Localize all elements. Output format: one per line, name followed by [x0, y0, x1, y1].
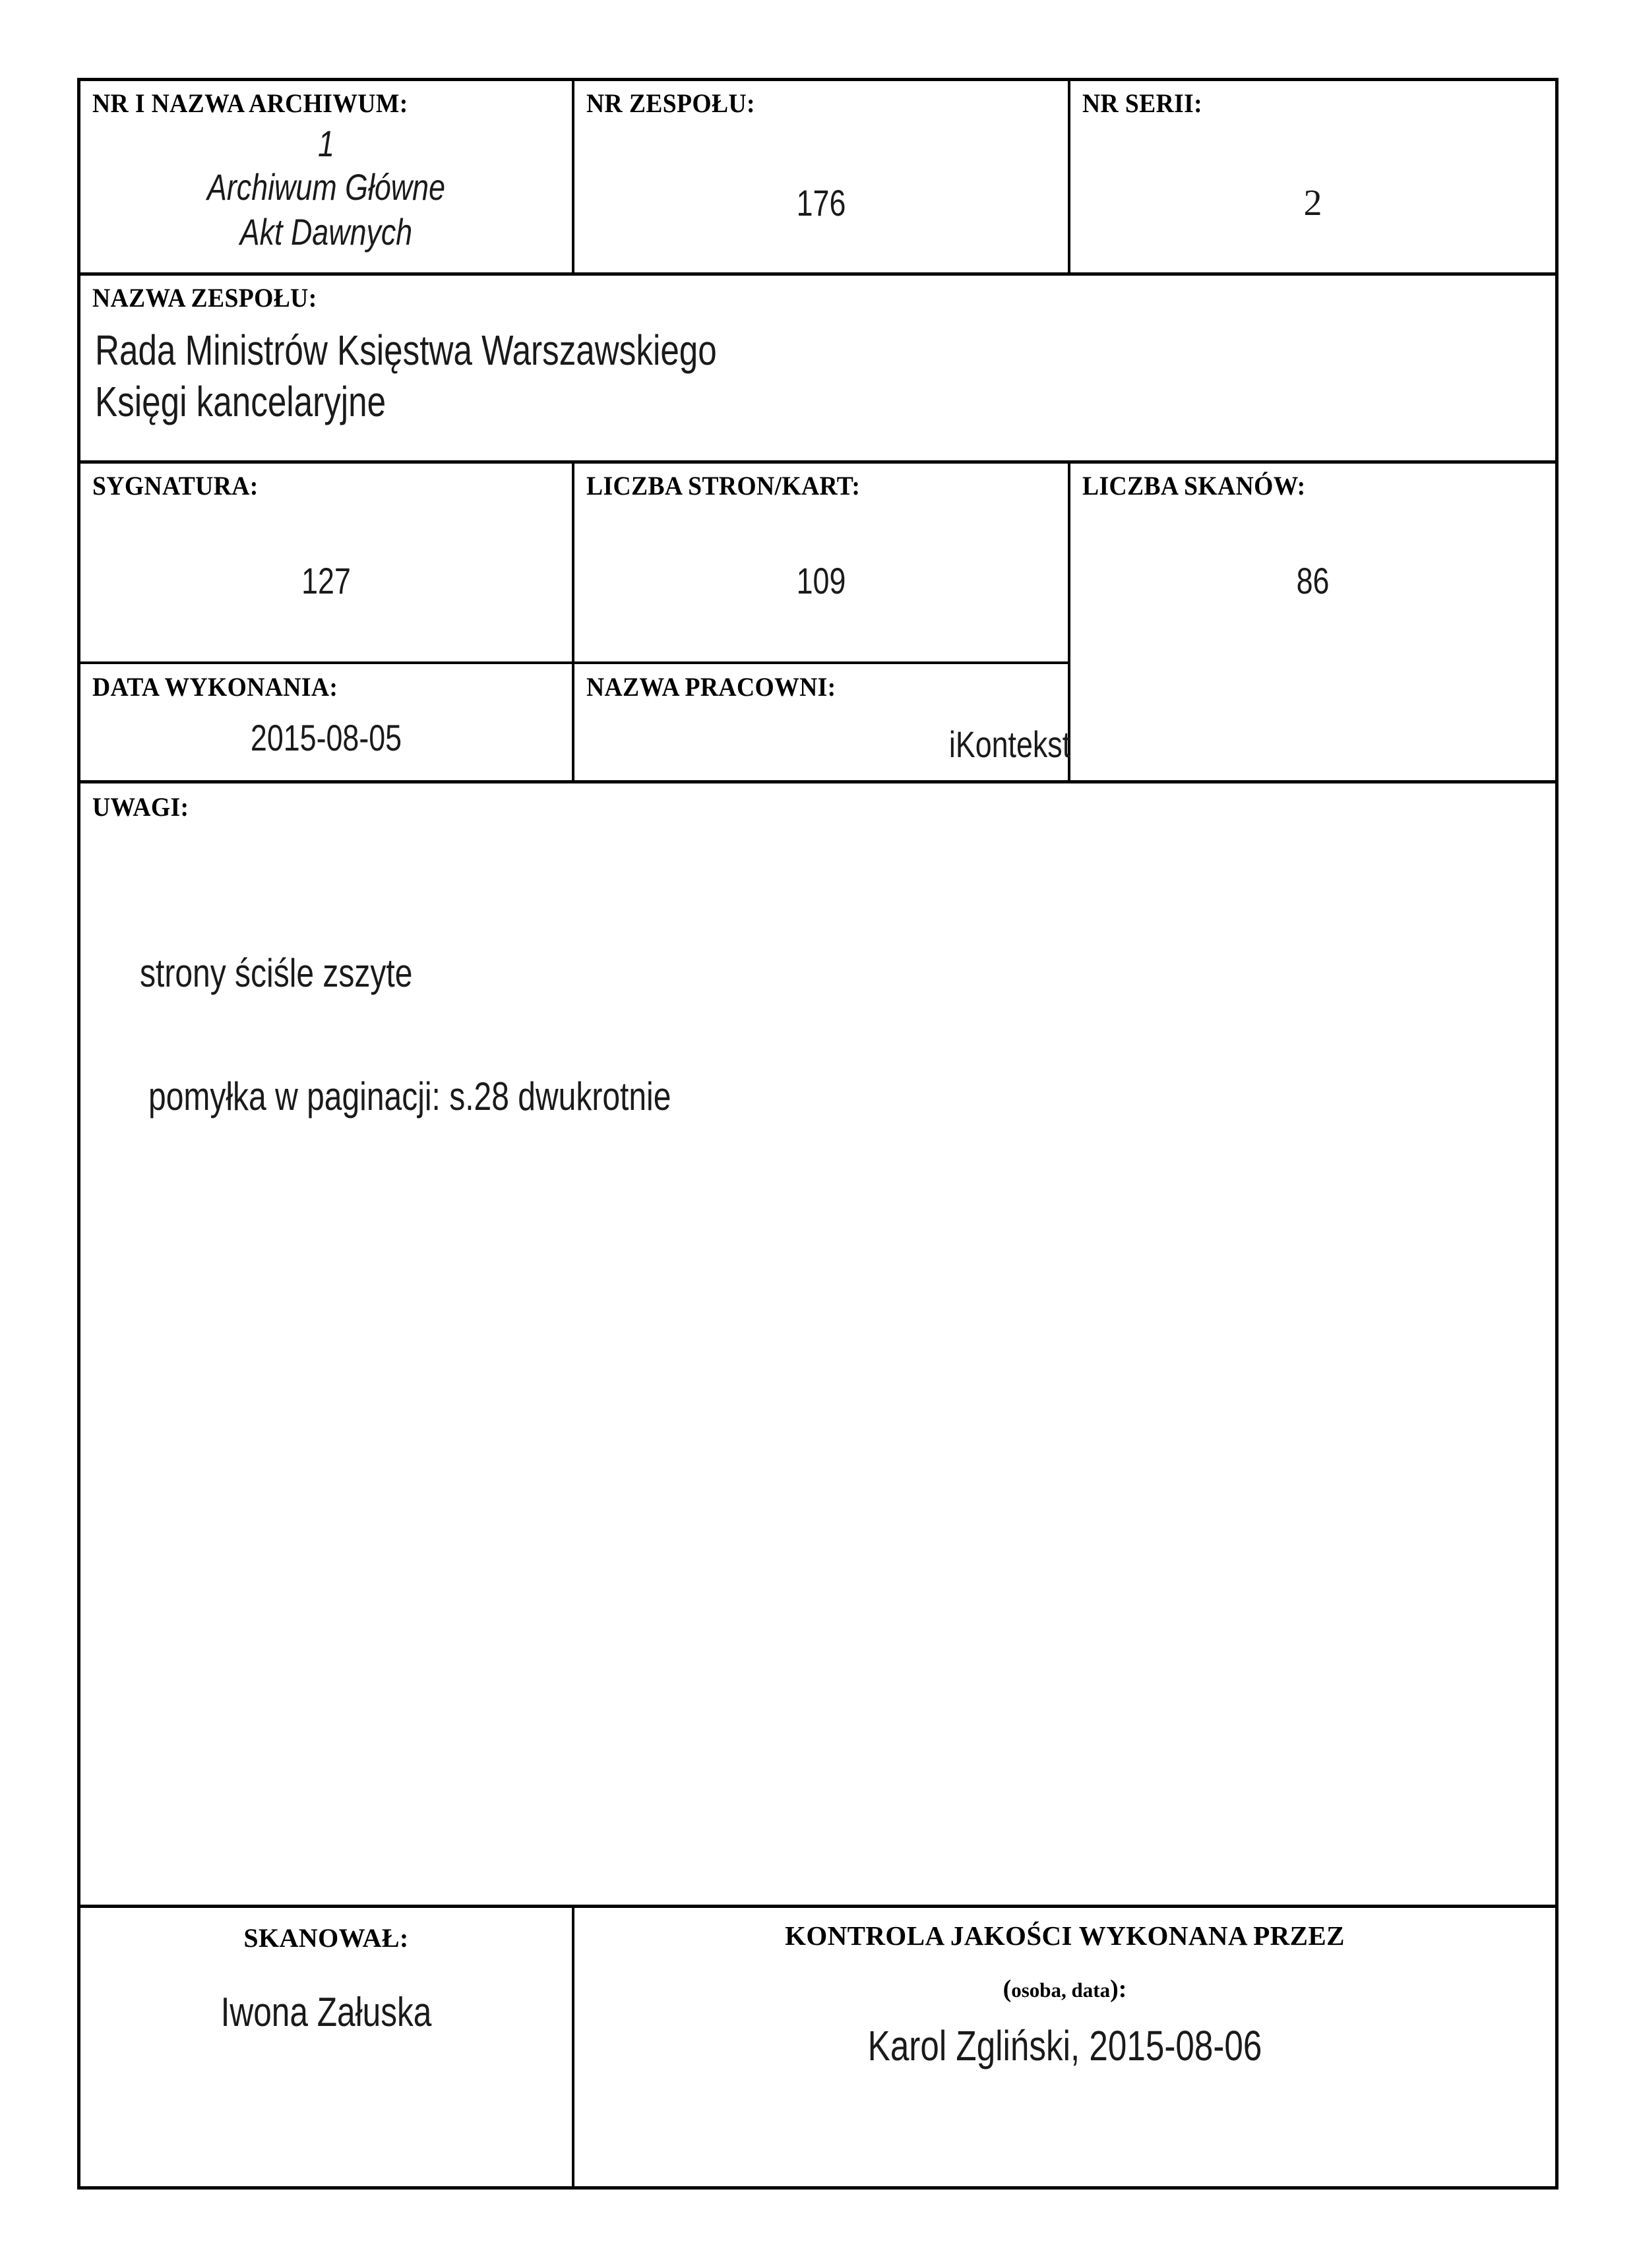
fonds-number-label: NR ZESPOŁU: — [586, 88, 755, 118]
pages-count-value: 109 — [796, 560, 846, 601]
scans-count-value: 86 — [1296, 560, 1330, 601]
series-number-label: NR SERII: — [1082, 88, 1203, 118]
cell-archive — [80, 81, 572, 272]
fonds-number-value: 176 — [796, 182, 846, 224]
archive-label: NR I NAZWA ARCHIWUM: — [92, 88, 408, 118]
scans-count-label: LICZBA SKANÓW: — [1082, 471, 1306, 501]
scanned-by-label: SKANOWAŁ: — [243, 1923, 409, 1953]
signature-label: SYGNATURA: — [92, 471, 259, 501]
archive-name-line1: Archiwum Główne — [206, 166, 445, 208]
remarks-note-2: pomyłka w paginacji: s.28 dwukrotnie — [148, 1074, 671, 1119]
archive-name-line2: Akt Dawnych — [239, 211, 413, 253]
fonds-name-label: NAZWA ZESPOŁU: — [92, 283, 317, 313]
cell-series-number — [1070, 81, 1555, 272]
cell-scanned-by — [80, 1908, 572, 2186]
cell-fonds-name — [80, 276, 1555, 460]
studio-value: iKontekst — [948, 723, 1071, 765]
remarks-label: UWAGI: — [92, 792, 189, 822]
cell-remarks — [80, 783, 1555, 1707]
fonds-name-line1: Rada Ministrów Księstwa Warszawskiego — [95, 326, 717, 374]
cell-signature — [80, 464, 572, 661]
pages-count-label: LICZBA STRON/KART: — [586, 471, 861, 501]
remarks-note-1: strony ściśle zszyte — [140, 951, 413, 995]
scanning-cover-sheet-table — [77, 78, 1558, 2190]
series-number-value: 2 — [1303, 183, 1322, 224]
quality-control-label-line2 — [574, 1977, 1555, 2002]
qc-paren-open: ( — [1003, 1975, 1012, 2003]
cell-fonds-number — [574, 81, 1068, 272]
cell-pages-count — [574, 464, 1068, 661]
studio-label: NAZWA PRACOWNI: — [586, 672, 836, 702]
cell-quality-control — [574, 1908, 1555, 2186]
date-done-value: 2015-08-05 — [250, 717, 402, 758]
quality-control-value: Karol Zgliński, 2015-08-06 — [867, 2022, 1262, 2069]
scanned-by-value: Iwona Załuska — [220, 1990, 432, 2035]
signature-value: 127 — [301, 560, 351, 601]
quality-control-label-line1: KONTROLA JAKOŚCI WYKONANA PRZEZ — [785, 1920, 1345, 1951]
cell-studio — [574, 665, 1555, 780]
cell-date-done — [80, 665, 572, 780]
archive-number: 1 — [318, 123, 334, 164]
qc-label-inner: osoba, data — [1011, 1978, 1111, 2002]
date-done-label: DATA WYKONANIA: — [92, 672, 338, 702]
qc-paren-close: ): — [1110, 1975, 1127, 2003]
fonds-name-line2: Księgi kancelaryjne — [95, 378, 386, 425]
